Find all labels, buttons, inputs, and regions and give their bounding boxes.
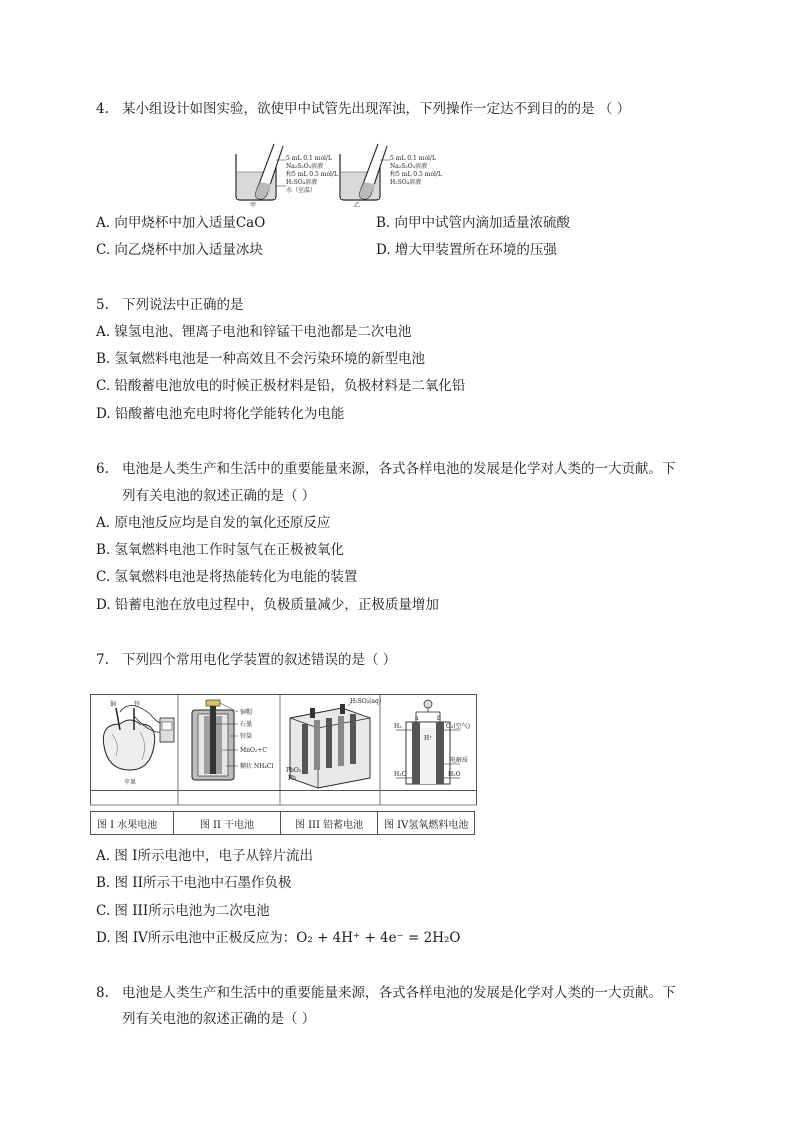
fruit-battery-figure (103, 705, 174, 770)
q4-option-b: B. 向甲中试管内滴加适量浓硫酸 (376, 215, 571, 231)
q5-number: 5. (96, 297, 109, 313)
q6-stem-line2: 列有关电池的叙述正确的是（ ） (122, 488, 316, 504)
q7-figure (90, 694, 478, 812)
lead-label-pb: Pb (288, 775, 296, 782)
q4-left-label-3: 和5 mL 0.5 mol/L (286, 171, 338, 178)
q4-left-label-2: Na₂S₂O₃溶液 (286, 163, 324, 170)
fuel-label-a: a (415, 715, 419, 722)
fruit-label-zn: 锌 (134, 701, 141, 708)
q7-option-d: D. 图 IV所示电池中正极反应为：O₂ + 4H⁺ + 4e⁻ = 2H₂O (96, 930, 461, 946)
dry-label-graphite: 石墨 (240, 721, 253, 728)
q7-option-a: A. 图 I所示电池中，电子从锌片流出 (96, 848, 313, 864)
q4-option-d: D. 增大甲装置所在环境的压强 (376, 242, 557, 258)
q4-number: 4. (96, 101, 109, 117)
dry-cell-figure (192, 700, 238, 780)
fuel-label-o2: O₂(空气) (446, 723, 471, 730)
q6-number: 6. (96, 461, 109, 477)
q7-stem-text: 下列四个常用电化学装置的叙述错误的是（ ） (122, 652, 397, 668)
q4-option-c: C. 向乙烧杯中加入适量冰块 (96, 242, 263, 258)
q4-stem (96, 97, 630, 117)
q4-left-label-4: H₂SO₄溶液 (286, 179, 318, 186)
q4-right-label-3: 和5 mL 0.5 mol/L (390, 171, 442, 178)
caption-fig2: 图 II 干电池 (174, 812, 281, 835)
q5-option-d: D. 铅酸蓄电池充电时将化学能转化为电能 (96, 406, 345, 422)
q4-right-label-2: Na₂S₂O₃溶液 (390, 163, 428, 170)
fruit-label-cu: 铜 (110, 701, 117, 708)
q4-left-label-5: 水（室温） (286, 187, 317, 194)
q6-option-a: A. 原电池反应均是自发的氧化还原反应 (96, 515, 331, 531)
q5-option-b: B. 氢氧燃料电池是一种高效且不会污染环境的新型电池 (96, 351, 426, 367)
q7-option-b: B. 图 II所示干电池中石墨作负极 (96, 875, 292, 891)
dry-label-cap: 铜帽 (240, 709, 253, 716)
q5-option-c: C. 铅酸蓄电池放电的时候正极材料是铅，负极材料是二氧化铅 (96, 378, 466, 394)
lead-label-pbo2: PbO₂ (286, 767, 302, 774)
q8-stem-line2: 列有关电池的叙述正确的是（ ） (122, 1011, 316, 1027)
q6-option-d: D. 铅蓄电池在放电过程中，负极质量减少，正极质量增加 (96, 597, 439, 613)
q6-stem (96, 457, 676, 477)
caption-fig4: 图 IV氢氧燃料电池 (378, 812, 475, 835)
q5-option-a: A. 镍氢电池、锂离子电池和锌锰干电池都是二次电池 (96, 324, 412, 340)
q4-right-label-1: 5 mL 0.1 mol/L (390, 155, 436, 162)
q4-option-a: A. 向甲烧杯中加入适量CaO (96, 215, 266, 231)
q8-number: 8. (96, 985, 109, 1001)
q7-caption-table (90, 811, 475, 835)
q6-option-c: C. 氢氧燃料电池是将热能转化为电能的装置 (96, 569, 358, 585)
q8-stem-line1: 电池是人类生产和生活中的重要能量来源，各式各样电池的发展是化学对人类的一大贡献。下 (122, 985, 676, 1001)
q5-stem-text: 下列说法中正确的是 (122, 297, 244, 313)
q4-right-name: 乙 (354, 202, 361, 208)
caption-fig3: 图 III 铅蓄电池 (281, 812, 378, 835)
fuel-label-h2o-right: H₂O (448, 771, 461, 778)
lead-acid-figure (290, 702, 370, 788)
q7-option-c: C. 图 III所示电池为二次电池 (96, 903, 270, 919)
q6-stem-line1: 电池是人类生产和生活中的重要能量来源，各式各样电池的发展是化学对人类的一大贡献。下 (122, 461, 676, 477)
q7-stem (96, 648, 396, 668)
fuel-label-h2o-left: H₂O (394, 771, 407, 778)
dry-label-nh4cl: 糊状 NH₄Cl (240, 763, 274, 770)
q5-stem (96, 293, 244, 313)
caption-fig1: 图 I 水果电池 (91, 812, 174, 835)
fuel-label-hplus: H⁺ (424, 735, 433, 742)
lead-label-h2so4: H₂SO₄(aq) (350, 698, 382, 705)
q4-left-label-1: 5 mL 0.1 mol/L (286, 155, 332, 162)
q8-stem (96, 981, 676, 1001)
beaker-jia (236, 144, 286, 200)
beaker-yi (340, 144, 390, 200)
fuel-label-h2: H₂ (394, 723, 402, 730)
q4-left-name: 甲 (250, 202, 257, 208)
q4-right-label-4: H₂SO₄溶液 (390, 179, 422, 186)
q6-option-b: B. 氢氧燃料电池工作时氢气在正极被氧化 (96, 542, 345, 558)
fuel-label-electrolyte: 电解质 (450, 757, 469, 764)
dry-label-mno2: MnO₂+C (240, 747, 267, 754)
fuel-label-b: b (437, 715, 441, 722)
q4-figure (230, 142, 480, 208)
dry-label-zinc: 锌筒 (240, 733, 253, 740)
q7-number: 7. (96, 652, 109, 668)
fruit-label-apple: 苹果 (124, 779, 137, 786)
q4-stem-text: 某小组设计如图实验，欲使甲中试管先出现浑浊，下列操作一定达不到目的的是 （ ） (122, 101, 631, 117)
